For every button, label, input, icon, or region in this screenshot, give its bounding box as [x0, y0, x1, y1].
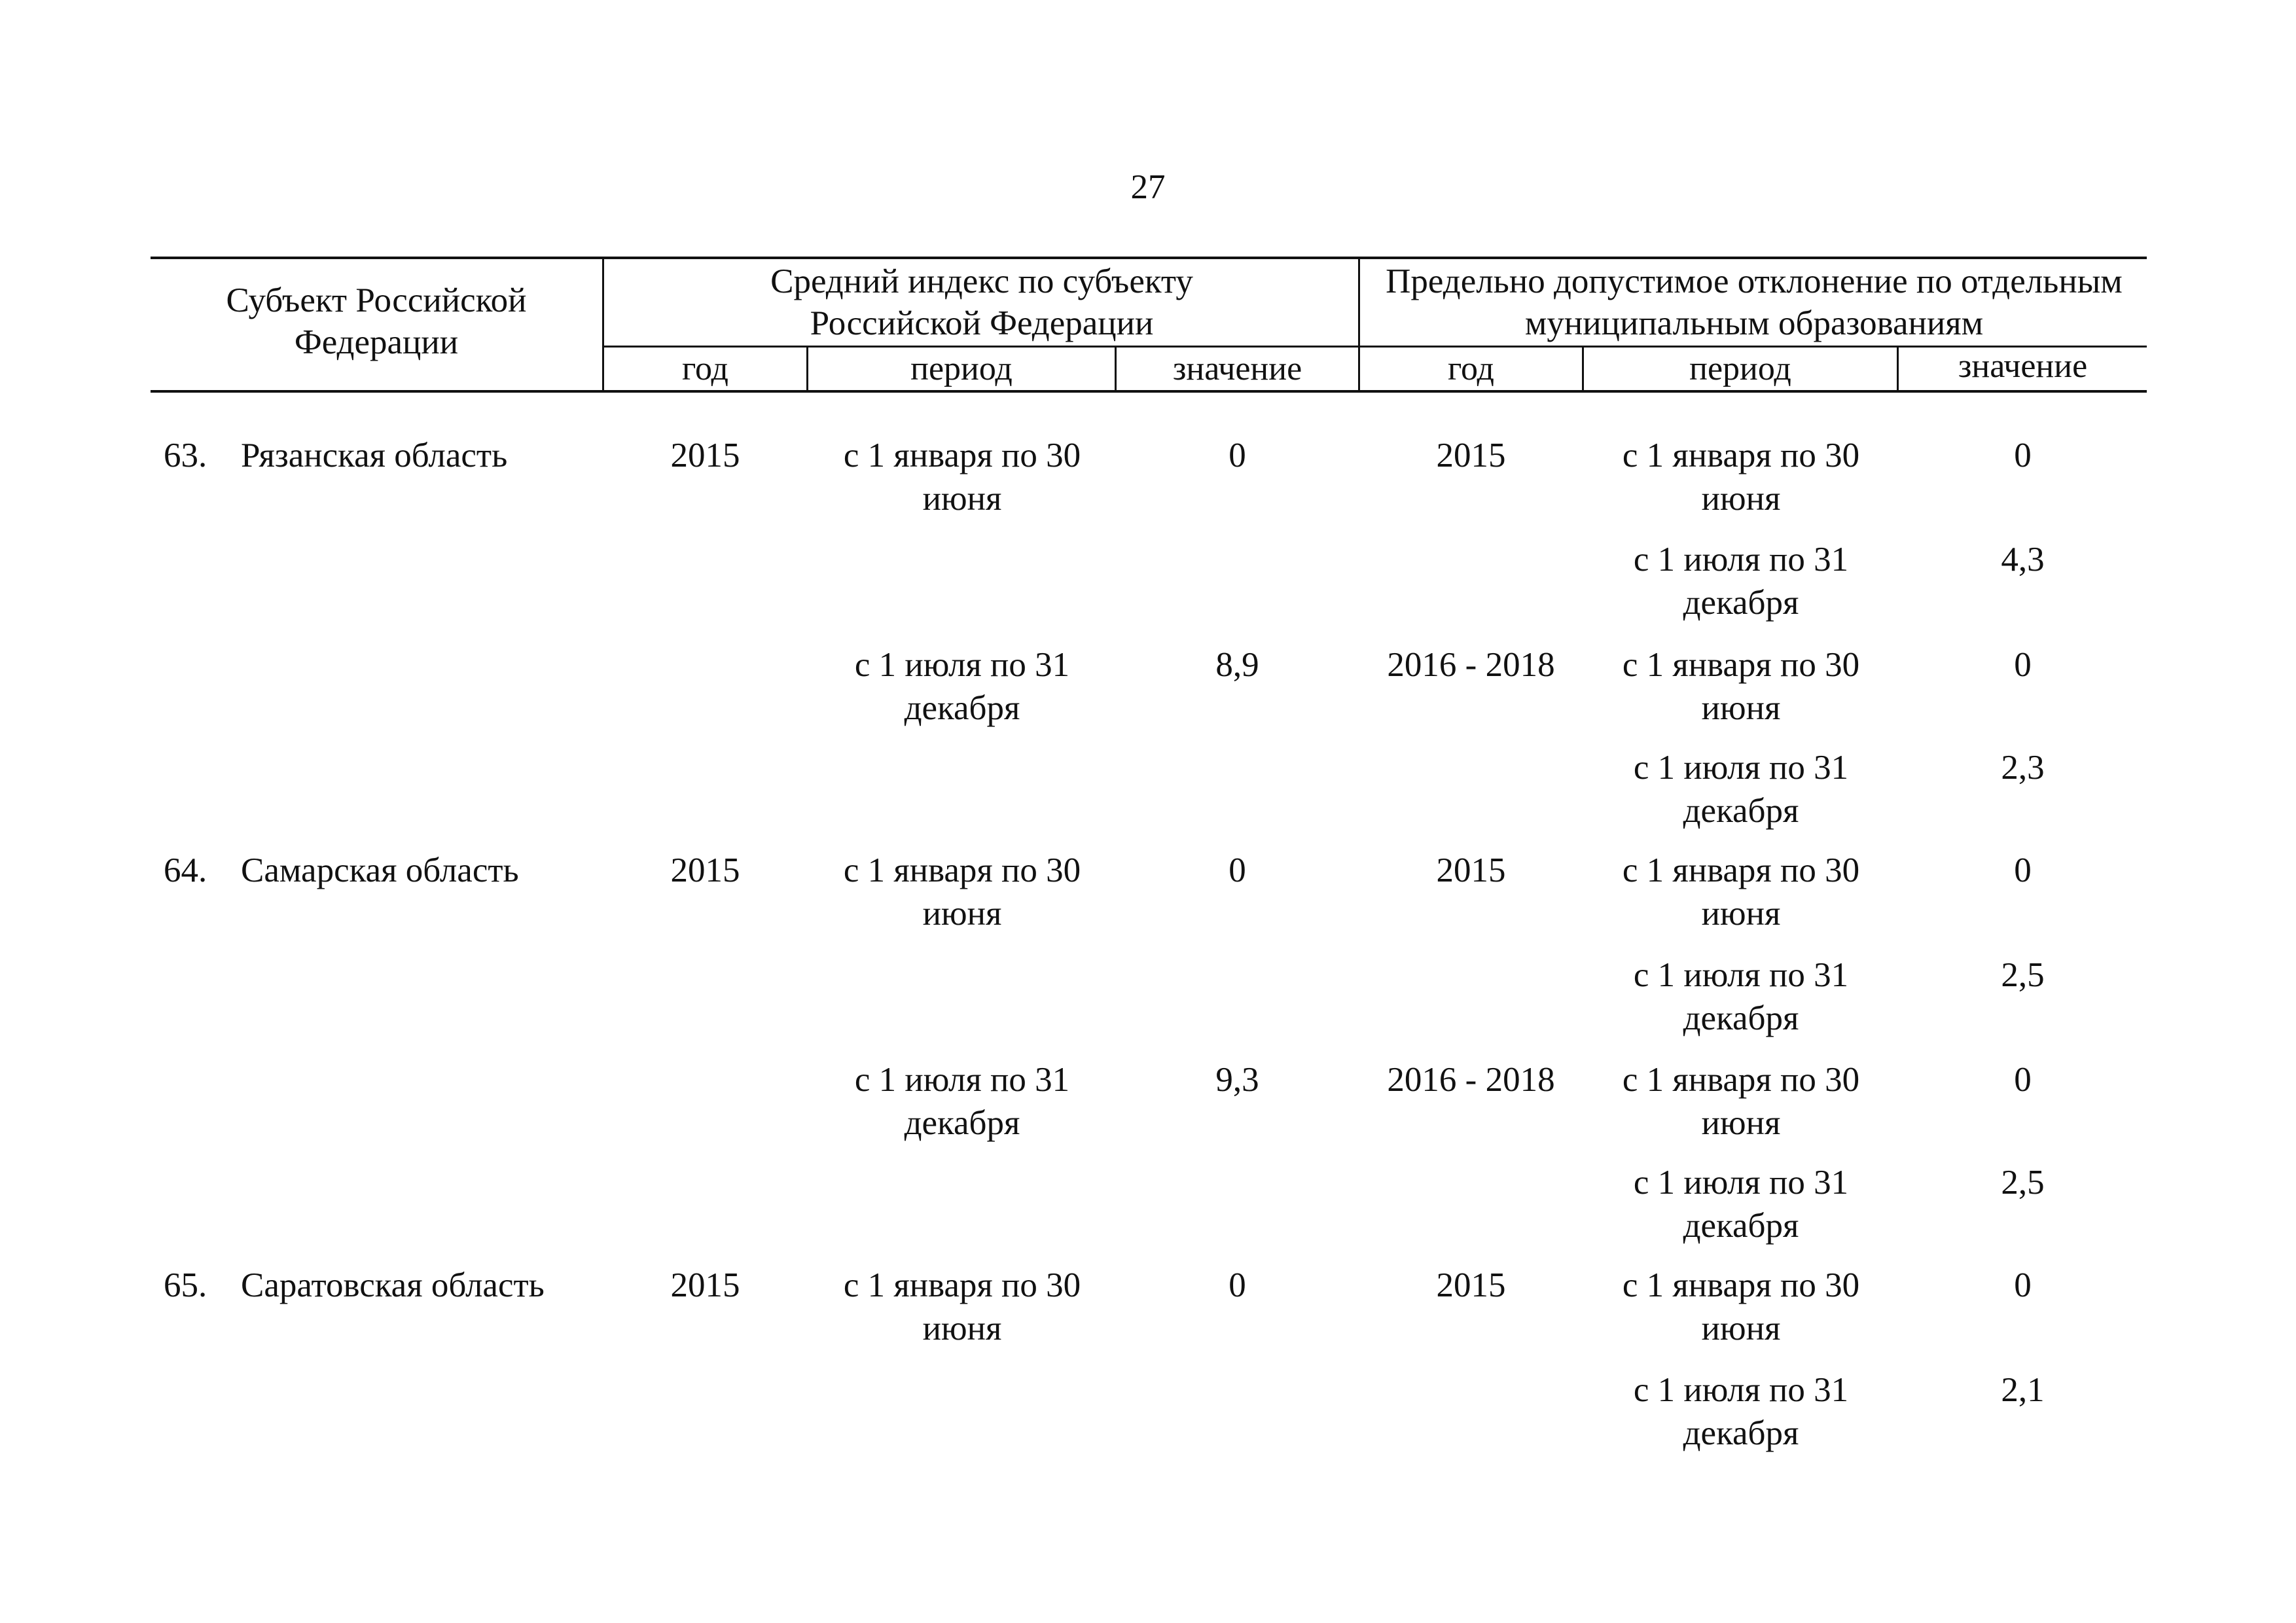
dev-period: с 1 января по 30 июня [1622, 1061, 1860, 1142]
avg-value: 0 [1229, 1266, 1246, 1304]
avg-period: с 1 января по 30 июня [843, 851, 1081, 933]
dev-period: с 1 июля по 31 декабря [1633, 749, 1849, 830]
dev-period: с 1 июля по 31 декабря [1633, 1371, 1849, 1452]
row-number: 65. [164, 1266, 207, 1304]
page-number: 27 [1130, 168, 1166, 206]
dev-value: 4,3 [2001, 541, 2045, 579]
dev-period: с 1 января по 30 июня [1622, 437, 1860, 518]
dev-period-header: период [1689, 350, 1791, 387]
avg-period: с 1 июля по 31 декабря [854, 646, 1070, 727]
subject-name: Саратовская область [241, 1266, 545, 1304]
dev-value: 2,1 [2001, 1371, 2045, 1409]
subject-name: Самарская область [241, 851, 519, 889]
dev-year-header: год [1448, 350, 1494, 387]
dev-year: 2016 - 2018 [1387, 1061, 1555, 1099]
avg-period: с 1 января по 30 июня [843, 1266, 1081, 1347]
dev-period: с 1 июля по 31 декабря [1633, 956, 1849, 1037]
dev-year: 2015 [1436, 1266, 1506, 1304]
row-number: 63. [164, 437, 207, 474]
avg-period: с 1 июля по 31 декабря [854, 1061, 1070, 1142]
avg-value: 9,3 [1215, 1061, 1259, 1099]
dev-period: с 1 января по 30 июня [1622, 646, 1860, 727]
average-index-header: Средний индекс по субъекту Российской Федерации [770, 262, 1193, 342]
header-bottom-rule [151, 390, 2147, 393]
dev-value: 0 [2014, 851, 2032, 889]
dev-value: 2,3 [2001, 749, 2045, 787]
dev-period: с 1 января по 30 июня [1622, 851, 1860, 933]
dev-value: 2,5 [2001, 1164, 2045, 1202]
dev-value: 0 [2014, 646, 2032, 684]
table-top-rule [151, 257, 2147, 259]
avg-period: с 1 января по 30 июня [843, 437, 1081, 518]
deviation-header: Предельно допустимое отклонение по отдельным муниципальным образованиям [1386, 262, 2123, 342]
avg-value: 0 [1229, 851, 1246, 889]
dev-year: 2015 [1436, 437, 1506, 474]
dev-value: 0 [2014, 1266, 2032, 1304]
avg-period-header: период [910, 350, 1013, 387]
dev-period: с 1 января по 30 июня [1622, 1266, 1860, 1347]
dev-year: 2016 - 2018 [1387, 646, 1555, 684]
avg-year: 2015 [670, 1266, 740, 1304]
row-number: 64. [164, 851, 207, 889]
avg-value: 0 [1229, 437, 1246, 474]
avg-year-header: год [682, 350, 728, 387]
dev-value: 2,5 [2001, 956, 2045, 994]
dev-period: с 1 июля по 31 декабря [1633, 1164, 1849, 1245]
avg-year: 2015 [670, 437, 740, 474]
subject-name: Рязанская область [241, 437, 508, 474]
avg-value-header: значение [1172, 350, 1302, 387]
avg-year: 2015 [670, 851, 740, 889]
dev-value: 0 [2014, 1061, 2032, 1099]
dev-period: с 1 июля по 31 декабря [1633, 541, 1849, 622]
dev-value: 0 [2014, 437, 2032, 474]
avg-value: 8,9 [1215, 646, 1259, 684]
dev-value-header: значение [1958, 348, 2088, 385]
subject-header: Субъект Российской Федерации [226, 281, 527, 361]
dev-year: 2015 [1436, 851, 1506, 889]
